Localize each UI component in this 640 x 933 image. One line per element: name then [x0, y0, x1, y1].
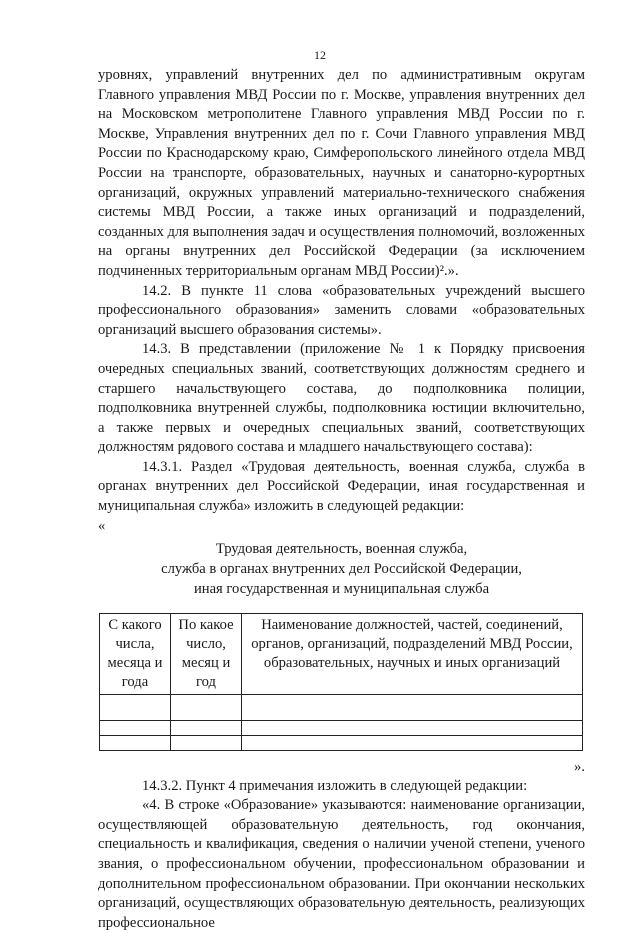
- table-cell: [171, 720, 242, 735]
- page-number: 12: [314, 48, 326, 62]
- table-cell: [100, 735, 171, 750]
- column-header-position-name: Наименование должностей, частей, соединений, органов, организаций, подразделений МВД России, образовательных, научных и иных организаций: [242, 613, 583, 694]
- section-heading-line: иная государственная и муниципальная служба: [193, 580, 490, 597]
- table-header-row: [100, 613, 583, 694]
- section-heading-line: служба в органах внутренних дел Российской Федерации,: [161, 560, 522, 577]
- paragraph-14-3: 14.3. В представлении (приложение № 1 к Порядку присвоения очередных специальных званий, соответствующих должностям среднего и старшего начальствующего состава, до подполковника полиции, подполковника внутренней службы, подполковника юстиции включительно, а также первых и очередных специальных званий, соответствующих должностям рядового состава и младшего начальствующего состава):: [98, 341, 585, 456]
- table-cell: [171, 735, 242, 750]
- table-cell: [171, 694, 242, 720]
- document-body: [98, 66, 585, 933]
- section-heading: [98, 539, 585, 599]
- table-row: [100, 694, 583, 720]
- table-cell: [242, 694, 583, 720]
- quote-close-mark: ».: [574, 758, 585, 775]
- column-header-to-date: По какое число, месяц и год: [171, 613, 242, 694]
- table-cell: [100, 694, 171, 720]
- column-header-from-date: С какого числа, месяца и года: [100, 613, 171, 694]
- paragraph-14-3-2: 14.3.2. Пункт 4 примечания изложить в следующей редакции:: [142, 777, 528, 794]
- paragraph-note-4: «4. В строке «Образование» указываются: наименование организации, осуществляющей образовательную деятельность, год окончания, специальность и квалификация, сведения о наличии ученой степени, ученого звания, о профессиональном обучении, профессиональном образовании и дополнительном профессиональном образовании. При окончании нескольких организаций, осуществляющих образовательную деятельность, реализующих профессиональное: [98, 797, 585, 931]
- quote-open-mark: «: [98, 517, 106, 534]
- section-heading-line: Трудовая деятельность, военная служба,: [215, 540, 468, 557]
- paragraph-14-2: 14.2. В пункте 11 слова «образовательных учреждений высшего профессионального образования» заменить словами «образовательных организаций высшего образования системы».: [98, 282, 585, 338]
- table-cell: [242, 735, 583, 750]
- table-row: [100, 720, 583, 735]
- service-history-table: [99, 613, 583, 751]
- paragraph-14-3-1: 14.3.1. Раздел «Трудовая деятельность, военная служба, служба в органах внутренних дел Российской Федерации, иная государственная и муниципальная служба» изложить в следующей редакции:: [98, 458, 585, 515]
- paragraph-continuation: уровнях, управлений внутренних дел по административным округам Главного управления МВД России по г. Москве, управления внутренних дел на Московском метрополитене Главного управления МВД России по г. Москве, Управления внутренних дел по г. Сочи Главного управления МВД России по Краснодарскому краю, Симферопольского линейного отдела МВД России на транспорте, образовательных, научных и санаторно-курортных организаций, окружных управлений материально-технического снабжения системы МВД России, а также иных организаций и подразделений, созданных для выполнения задач и осуществления полномочий, возложенных на органы внутренних дел Российской Федерации (за исключением подчиненных территориальным органам МВД России)².».: [98, 67, 585, 279]
- table-row: [100, 735, 583, 750]
- table-cell: [100, 720, 171, 735]
- table-cell: [242, 720, 583, 735]
